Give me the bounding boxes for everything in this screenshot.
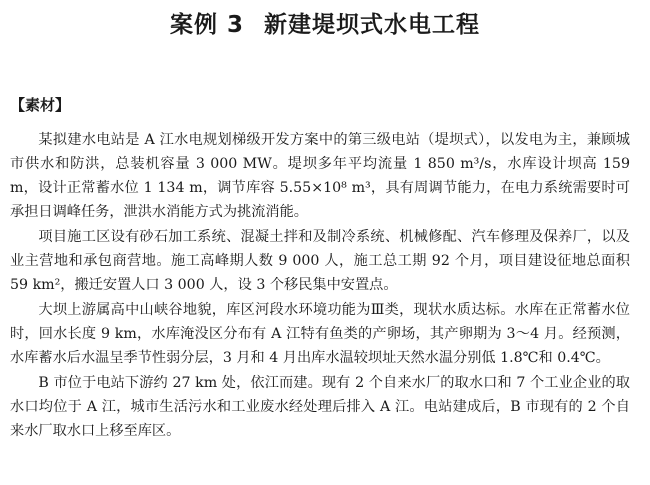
paragraph-construction-area: 项目施工区设有砂石加工系统、混凝土拌和及制冷系统、机械修配、汽车修理及保养厂，以及业主营地和承包商营地。施工高峰期人数 9 000 人，施工总工期 92 个月，项目建设征地总面积 59 km²，搬迁安置人口 3 000 人，设 3 个移民集中安置点。 bbox=[10, 229, 630, 293]
material-body bbox=[10, 128, 630, 443]
paragraph-reservoir-environment: 大坝上游属高中山峡谷地貌，库区河段水环境功能为Ⅲ类，现状水质达标。水库在正常蓄水位时，回水长度 9 km，水库淹没区分布有 A 江特有鱼类的产卵场，其产卵期为 3～4 月。经预测，水库蓄水后水温呈季节性弱分层，3 月和 4 月出库水温较坝址天然水温分别低 1.8℃和 0.4℃。 bbox=[10, 302, 630, 366]
case-name: 新建堤坝式水电工程 bbox=[264, 12, 480, 38]
section-heading: 【素材】 bbox=[10, 96, 71, 114]
paragraph-downstream-city: B 市位于电站下游约 27 km 处，依江而建。现有 2 个自来水厂的取水口和 7 个工业企业的取水口均位于 A 江，城市生活污水和工业废水经处理后排入 A 江。电站建成后，B 市现有的 2 个自来水厂取水口上移至库区。 bbox=[10, 375, 630, 439]
case-title bbox=[0, 6, 650, 39]
case-number: 案例 3 bbox=[169, 12, 244, 38]
paragraph-project-overview: 某拟建水电站是 A 江水电规划梯级开发方案中的第三级电站（堤坝式），以发电为主，兼顾城市供水和防洪，总装机容量 3 000 MW。堤坝多年平均流量 1 850 m³/s，水库设计坝高 159 m，设计正常蓄水位 1 134 m，调节库容 5.55×10⁸ m³，具有周调节能力，在电力系统需要时可承担日调峰任务，泄洪水消能方式为挑流消能。 bbox=[10, 132, 630, 220]
